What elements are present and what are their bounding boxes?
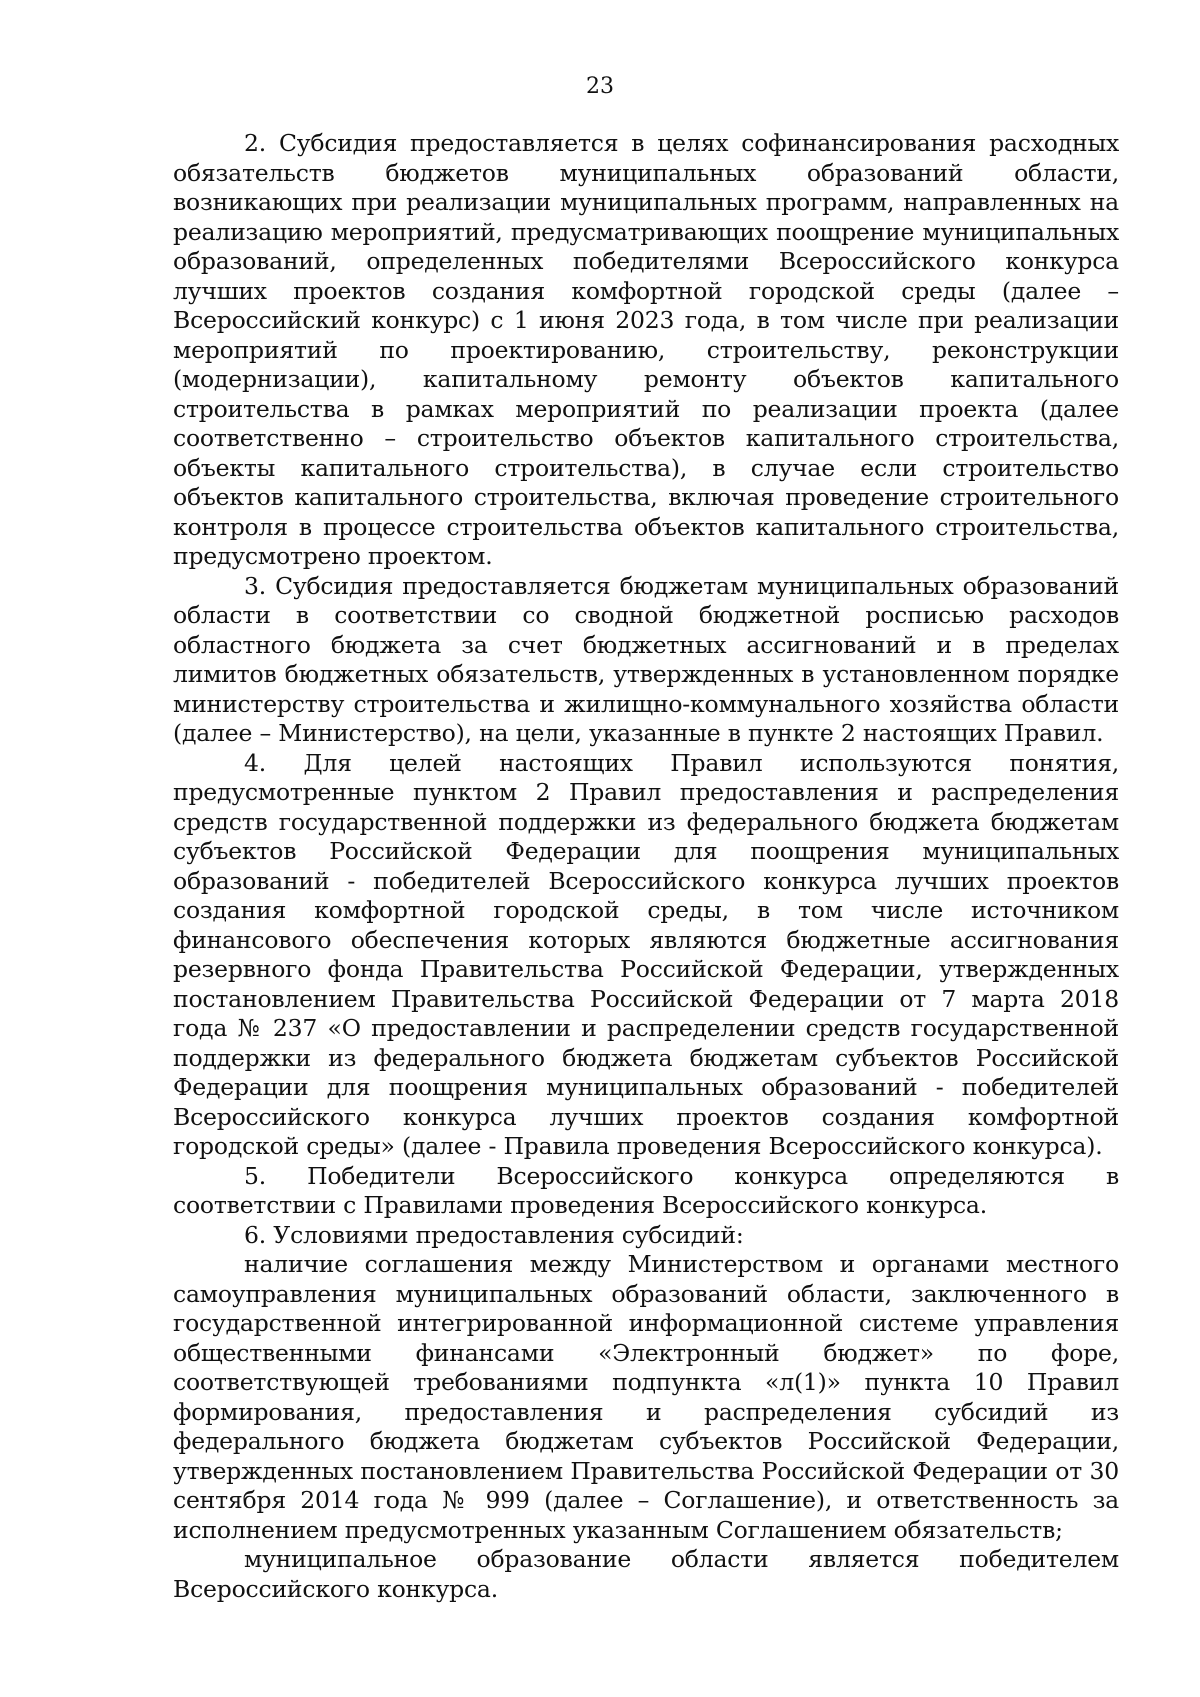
- condition-winner: муниципальное образование области является победителем Всероссийского конкурса.: [173, 1545, 1119, 1603]
- paragraph-item-3: 3. Субсидия предоставляется бюджетам муниципальных образований области в соответствии со сводной бюджетной росписью расходов областного бюджета за счет бюджетных ассигнований и в пределах лимитов бюджетных обязательств, утвержденных в установленном порядке министерству строительства и жилищно-коммунального хозяйства области (далее – Министерство), на цели, указанные в пункте 2 настоящих Правил.: [173, 571, 1119, 747]
- paragraph-item-5: 5. Победители Всероссийского конкурса определяются в соответствии с Правилами проведения Всероссийского конкурса.: [173, 1161, 1119, 1219]
- paragraph-item-6: 6. Условиями предоставления субсидий:: [244, 1220, 744, 1249]
- document-body: [173, 129, 1119, 1604]
- paragraph-item-2: 2. Субсидия предоставляется в целях софинансирования расходных обязательств бюджетов муниципальных образований области, возникающих при реализации муниципальных программ, направленных на реализацию мероприятий, предусматривающих поощрение муниципальных образований, определенных победителями Всероссийского конкурса лучших проектов создания комфортной городской среды (далее – Всероссийский конкурс) с 1 июня 2023 года, в том числе при реализации мероприятий по проектированию, строительству, реконструкции (модернизации), капитальному ремонту объектов капитального строительства в рамках мероприятий по реализации проекта (далее соответственно – строительство объектов капитального строительства, объекты капитального строительства), в случае если строительство объектов капитального строительства, включая проведение строительного контроля в процессе строительства объектов капитального строительства, предусмотрено проектом.: [173, 129, 1119, 570]
- page-number: 23: [586, 74, 614, 99]
- paragraph-item-4: 4. Для целей настоящих Правил используются понятия, предусмотренные пунктом 2 Правил предоставления и распределения средств государственной поддержки из федерального бюджета бюджетам субъектов Российской Федерации для поощрения муниципальных образований - победителей Всероссийского конкурса лучших проектов создания комфортной городской среды, в том числе источником финансового обеспечения которых являются бюджетные ассигнования резервного фонда Правительства Российской Федерации, утвержденных постановлением Правительства Российской Федерации от 7 марта 2018 года № 237 «О предоставлении и распределении средств государственной поддержки из федерального бюджета бюджетам субъектов Российской Федерации для поощрения муниципальных образований - победителей Всероссийского конкурса лучших проектов создания комфортной городской среды» (далее - Правила проведения Всероссийского конкурса).: [173, 748, 1119, 1160]
- condition-agreement: наличие соглашения между Министерством и органами местного самоуправления муниципальных образований области, заключенного в государственной интегрированной информационной системе управления общественными финансами «Электронный бюджет» по форе, соответствующей требованиями подпункта «л(1)» пункта 10 Правил формирования, предоставления и распределения субсидий из федерального бюджета бюджетам субъектов Российской Федерации, утвержденных постановлением Правительства Российской Федерации от 30 сентября 2014 года № 999 (далее – Соглашение), и ответственность за исполнением предусмотренных указанным Соглашением обязательств;: [173, 1250, 1119, 1544]
